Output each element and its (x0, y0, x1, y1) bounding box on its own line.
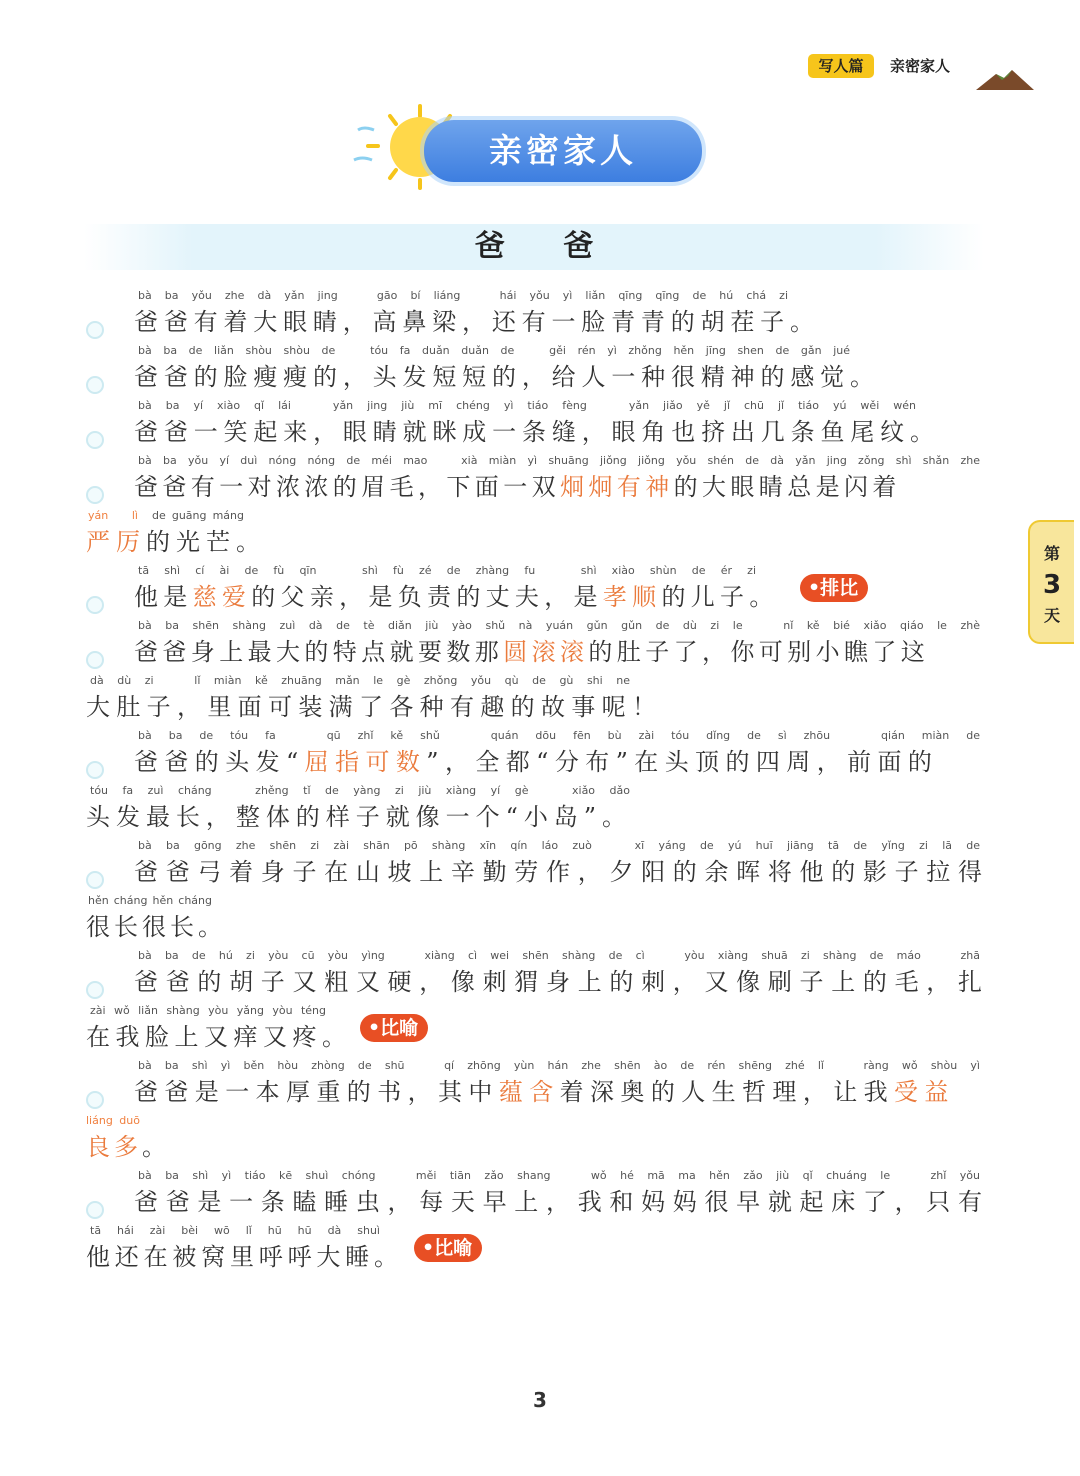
bullet-icon (86, 321, 104, 339)
bullet-icon (86, 761, 104, 779)
bullet-icon (86, 871, 104, 889)
text-line (0, 564, 1080, 619)
text-line (0, 1114, 1080, 1169)
text-line (0, 619, 1080, 674)
highlight-phrase: 屈指可数 (304, 748, 427, 776)
section-tag: 写人篇 (808, 54, 874, 78)
bullet-icon (86, 981, 104, 999)
pinyin: de guāng máng (152, 509, 244, 522)
sentence: 他是慈爱的父亲，是负责的丈夫，是孝顺的儿子。 (134, 583, 779, 611)
pinyin: bà ba shēn shàng zuì dà de tè diǎn jiù yào shǔ nà yuán gǔn gǔn de dù zi le nǐ kě bié xiǎo qiáo le zhè (138, 619, 980, 632)
sentence: 爸爸的脸瘦瘦的，头发短短的，给人一种很精神的感觉。 (134, 363, 874, 391)
highlight-phrase: 圆滚滚 (503, 638, 589, 666)
parallelism-badge: •排比 (800, 574, 868, 602)
sentence: 他还在被窝里呼呼大睡。 (86, 1243, 398, 1271)
text-line (0, 344, 1080, 399)
sentence: 严厉的光芒。 (86, 528, 266, 556)
section-label: 亲密家人 (890, 57, 951, 75)
highlight-phrase: 炯炯有神 (560, 473, 674, 501)
text-line (0, 894, 1080, 949)
sentence: 爸爸弓着身子在山坡上辛勤劳作，夕阳的余晖将他的影子拉得 (134, 858, 982, 886)
pinyin: bà ba shì yì tiáo kē shuì chóng měi tiān zǎo shang wǒ hé mā ma hěn zǎo jiù qǐ chuáng le zhǐ yǒu (138, 1169, 980, 1182)
pinyin: tā hái zài bèi wō lǐ hū hū dà shuì (90, 1224, 380, 1237)
mountain-icon (974, 66, 1036, 92)
sentence: 爸爸是一条瞌睡虫，每天早上，我和妈妈很早就起床了，只有 (134, 1188, 982, 1216)
text-line (0, 1059, 1080, 1114)
pinyin: tóu fa zuì cháng zhěng tǐ de yàng zi jiù xiàng yí gè xiǎo dǎo (90, 784, 630, 797)
text-line (0, 1169, 1080, 1224)
sentence: 爸爸身上最大的特点就要数那圆滚滚的肚子了，你可别小瞧了这 (134, 638, 930, 666)
text-line (0, 674, 1080, 729)
pinyin: tā shì cí ài de fù qīn shì fù zé de zhàng fu shì xiào shùn de ér zi (138, 564, 756, 577)
pinyin: bà ba de tóu fa qū zhǐ kě shǔ quán dōu fēn bù zài tóu dǐng de sì zhōu qián miàn de (138, 729, 980, 742)
page-title: 亲密家人 (424, 120, 702, 182)
pinyin: bà ba gōng zhe shēn zi zài shān pō shàng xīn qín láo zuò xī yáng de yú huī jiāng tā de yǐng zi lā de (138, 839, 980, 852)
pinyin-highlight: yán lì (88, 509, 138, 522)
highlight-phrase: 慈爱 (192, 583, 252, 611)
day-number: 3 (1042, 570, 1062, 600)
bullet-icon (86, 1201, 104, 1219)
day-prefix: 第 (1043, 544, 1060, 563)
day-suffix: 天 (1043, 606, 1060, 625)
text-line (0, 784, 1080, 839)
bullet-icon (86, 376, 104, 394)
sentence: 良多。 (86, 1133, 170, 1161)
sentence: 爸爸有一对浓浓的眉毛，下面一双炯炯有神的大眼睛总是闪着 (134, 473, 901, 501)
pinyin: bà ba yí xiào qǐ lái yǎn jing jiù mī chéng yì tiáo fèng yǎn jiǎo yě jǐ chū jǐ tiáo yú wěi wén (138, 399, 916, 412)
text-line (0, 1224, 1080, 1279)
bullet-icon (86, 651, 104, 669)
text-line (0, 729, 1080, 784)
sentence: 爸爸的头发“屈指可数”，全都“分布”在头顶的四周，前面的 (134, 748, 939, 776)
bullet-icon (86, 486, 104, 504)
highlight-phrase: 蕴含 (498, 1078, 560, 1106)
sentence: 爸爸一笑起来，眼睛就眯成一条缝，眼角也挤出几条鱼尾纹。 (134, 418, 934, 446)
sentence: 爸爸的胡子又粗又硬，像刺猬身上的刺，又像刷子上的毛，扎 (134, 968, 982, 996)
text-line (0, 1004, 1080, 1059)
highlight-phrase: 良多 (86, 1133, 142, 1161)
pinyin-highlight: liáng duō (86, 1114, 140, 1127)
sentence: 在我脸上又痒又疼。 (86, 1023, 346, 1051)
pinyin: hěn cháng hěn cháng (88, 894, 212, 907)
bullet-icon (86, 1091, 104, 1109)
pinyin: dà dù zi lǐ miàn kě zhuāng mǎn le gè zhǒng yǒu qù de gù shi ne (90, 674, 630, 687)
highlight-phrase: 孝顺 (602, 583, 662, 611)
sentence: 很长很长。 (86, 913, 222, 941)
text-line (0, 949, 1080, 1004)
metaphor-badge: •比喻 (360, 1014, 428, 1042)
pinyin: bà ba de liǎn shòu shòu de tóu fa duǎn duǎn de gěi rén yì zhǒng hěn jīng shen de gǎn jué (138, 344, 850, 357)
pinyin: bà ba yǒu yí duì nóng nóng de méi mao xià miàn yì shuāng jiǒng jiǒng yǒu shén de dà yǎn jing zǒng shì shǎn zhe (138, 454, 980, 467)
text-line (0, 289, 1080, 344)
sentence: 爸爸有着大眼睛，高鼻梁，还有一脸青青的胡茬子。 (134, 308, 814, 336)
text-line (0, 399, 1080, 454)
pinyin: zài wǒ liǎn shàng yòu yǎng yòu téng (90, 1004, 326, 1017)
pinyin: bà ba yǒu zhe dà yǎn jing gāo bí liáng hái yǒu yì liǎn qīng qīng de hú chá zi (138, 289, 788, 302)
page-number: 3 (533, 1388, 547, 1412)
sentence: 大肚子，里面可装满了各种有趣的故事呢！ (86, 693, 656, 721)
sentence: 头发最长，整体的样子就像一个“小岛”。 (86, 803, 626, 831)
sentence: 爸爸是一本厚重的书，其中蕴含着深奥的人生哲理，让我受益 (134, 1078, 955, 1106)
highlight-phrase: 受益 (894, 1078, 955, 1106)
text-line (0, 839, 1080, 894)
metaphor-badge: •比喻 (414, 1234, 482, 1262)
section-heading: 爸 爸 (84, 224, 984, 270)
text-line (0, 509, 1080, 564)
highlight-phrase: 严厉 (86, 528, 146, 556)
pinyin: bà ba de hú zi yòu cū yòu yìng xiàng cì wei shēn shàng de cì yòu xiàng shuā zi shàng de máo zhā (138, 949, 980, 962)
text-line (0, 454, 1080, 509)
pinyin: bà ba shì yì běn hòu zhòng de shū qí zhōng yùn hán zhe shēn ào de rén shēng zhé lǐ ràng wǒ shòu yì (138, 1059, 980, 1072)
bullet-icon (86, 596, 104, 614)
bullet-icon (86, 431, 104, 449)
